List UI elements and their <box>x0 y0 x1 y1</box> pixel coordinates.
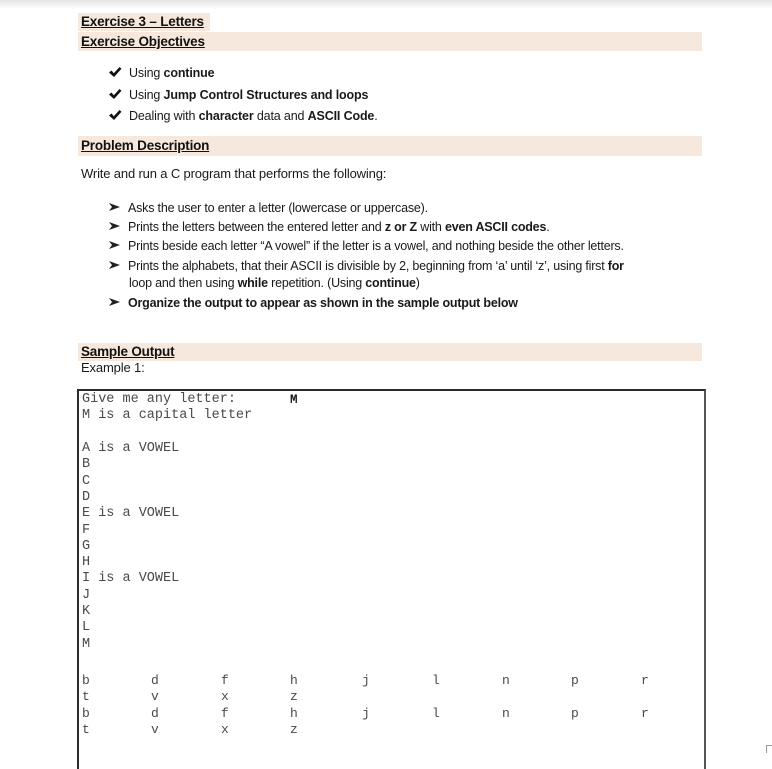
console-letter-line: B <box>82 457 91 473</box>
text: data and <box>253 109 308 123</box>
requirement-4-continuation <box>129 276 420 290</box>
requirement-item <box>108 259 624 273</box>
console-letter-line: J <box>82 587 91 603</box>
bold-text: continue <box>365 276 416 290</box>
console-grid-letter: f <box>221 673 229 688</box>
console-grid-letter: t <box>82 689 90 704</box>
console-letter-line: H <box>82 555 91 571</box>
bold-text: Organize the output to appear as shown in the sample output below <box>128 296 518 310</box>
console-letter-line: C <box>82 473 91 489</box>
console-letter-line: A is a VOWEL <box>82 441 180 456</box>
console-grid-letter: t <box>82 722 90 737</box>
console-grid-letter: p <box>571 673 579 688</box>
objective-item <box>108 109 378 123</box>
console-grid-letter: d <box>151 673 159 688</box>
console-grid-letter: z <box>290 722 298 737</box>
checkmark-icon <box>108 109 122 121</box>
arrow-bullet-icon <box>108 202 121 212</box>
text: Asks the user to enter a letter (lowercase or uppercase). <box>128 201 428 215</box>
console-grid-letter: n <box>502 706 510 721</box>
console-grid-letter: l <box>432 706 440 721</box>
text: with <box>416 220 445 234</box>
example-label: Example 1: <box>81 360 145 375</box>
console-grid-letter: d <box>151 706 159 721</box>
objective-item <box>108 88 368 102</box>
console-grid-letter: r <box>641 706 649 721</box>
bold-text: for <box>607 259 624 273</box>
requirement-item <box>108 220 549 234</box>
console-letter-line: I is a VOWEL <box>82 571 180 587</box>
text: Using <box>129 88 164 102</box>
problem-intro: Write and run a C program that performs the following: <box>81 166 387 181</box>
bold-text: Jump Control Structures and loops <box>163 88 369 102</box>
checkmark-icon <box>108 88 122 100</box>
console-grid-letter: j <box>362 673 370 688</box>
text: . <box>546 220 550 234</box>
console-grid-letter: f <box>221 706 229 721</box>
exercise-title: Exercise 3 – Letters <box>81 14 204 29</box>
text: repetition. (Using <box>267 276 366 290</box>
text: ) <box>415 276 420 290</box>
console-grid-letter: x <box>221 689 229 704</box>
arrow-bullet-icon <box>108 221 121 231</box>
text: Prints the letters between the entered letter and <box>128 220 385 234</box>
bold-text: character <box>198 109 254 123</box>
console-grid-letter: v <box>151 689 159 704</box>
sample-output-heading: Sample Output <box>81 344 175 359</box>
console-letter-line: K <box>82 604 91 619</box>
console-letter-line: L <box>82 620 91 636</box>
console-grid-letter: r <box>641 673 649 688</box>
bold-text: z or Z <box>384 220 417 234</box>
console-grid-letter: z <box>290 689 298 704</box>
text: . <box>374 109 378 123</box>
console-result: M is a capital letter <box>82 408 253 423</box>
bold-text: while <box>237 276 268 290</box>
bold-text: ASCII Code <box>307 109 375 123</box>
objective-item <box>108 66 214 80</box>
console-grid-letter: b <box>82 706 90 721</box>
checkmark-icon <box>108 66 122 78</box>
arrow-bullet-icon <box>108 240 121 250</box>
console-letter-line: M <box>82 636 91 652</box>
requirement-item <box>108 296 518 310</box>
console-letter-line: E is a VOWEL <box>82 506 180 522</box>
console-grid-letter: h <box>290 706 298 721</box>
console-grid-letter: b <box>82 673 90 688</box>
console-grid-letter: x <box>221 722 229 737</box>
problem-heading: Problem Description <box>81 138 210 153</box>
bold-text: continue <box>163 66 215 80</box>
text: Using <box>129 66 164 80</box>
text: Dealing with <box>129 109 199 123</box>
bold-text: even ASCII codes <box>444 220 547 234</box>
objectives-heading: Exercise Objectives <box>81 34 205 49</box>
text: Prints the alphabets, that their ASCII is divisible by 2, beginning from ‘a’ until ‘z’, using first <box>128 259 608 273</box>
text: loop and then using <box>129 276 238 290</box>
text: Prints beside each letter “A vowel” if the letter is a vowel, and nothing beside the other letters. <box>128 239 624 253</box>
console-letter-line: D <box>82 489 91 505</box>
console-letter-line: F <box>82 522 91 538</box>
console-input: M <box>290 393 298 407</box>
page-top-shadow <box>0 0 772 9</box>
console-prompt: Give me any letter: <box>82 392 236 407</box>
console-letter-line: G <box>82 538 91 554</box>
console-grid-letter: l <box>432 673 440 688</box>
console-grid-letter: v <box>151 722 159 737</box>
requirement-item <box>108 201 428 215</box>
requirement-item <box>108 239 624 253</box>
arrow-bullet-icon <box>108 260 121 270</box>
console-grid-letter: j <box>362 706 370 721</box>
console-grid-letter: h <box>290 673 298 688</box>
console-grid-letter: n <box>502 673 510 688</box>
console-grid-letter: p <box>571 706 579 721</box>
arrow-bullet-icon <box>108 297 121 307</box>
